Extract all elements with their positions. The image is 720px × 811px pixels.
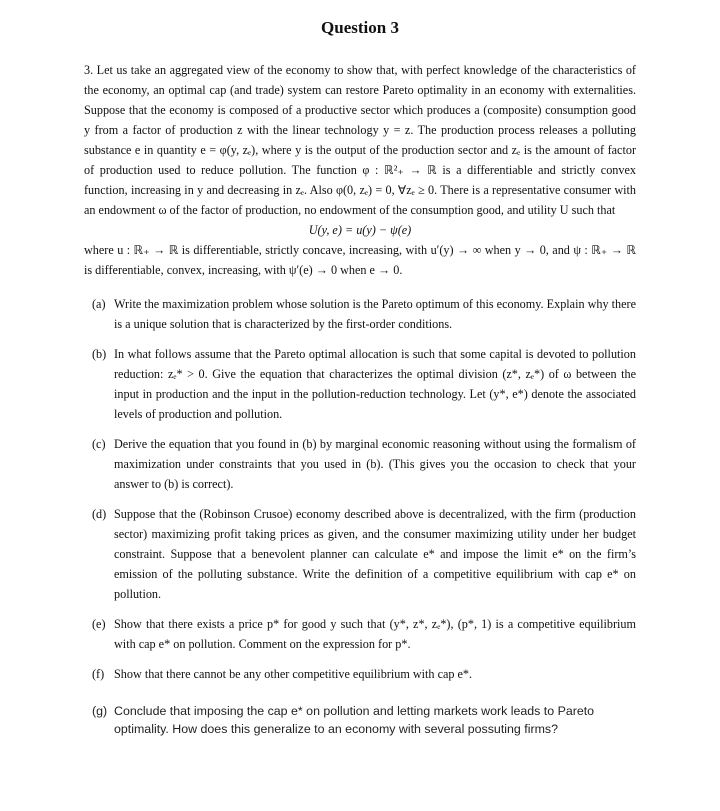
subquestion-label: (a): [92, 297, 106, 311]
subquestion-text: Show that there cannot be any other competitive equilibrium with cap e*.: [114, 667, 473, 681]
subquestion-label: (f): [92, 667, 105, 681]
subquestion-label: (c): [92, 437, 106, 451]
subquestion-text: Conclude that imposing the cap e* on pollution and letting markets work leads to Pareto optimality. How does this generalize to an economy with several possuting firms?: [114, 704, 595, 736]
subquestion-e: [84, 614, 636, 654]
intro-paragraph: 3. Let us take an aggregated view of the economy to show that, with perfect knowledge of the characteristics of the economy, an optimal cap (and trade) system can restore Pareto optimality in an economy with externalities. Suppose that the economy is composed of a productive sector which produces a (composite) consumption good y from a factor of production z with the linear technology y = z. The production process releases a polluting substance e in quantity e = φ(y, zₑ), where y is the output of the production sector and zₑ is the amount of factor of production used to reduce pollution. The function φ : ℝ²₊ → ℝ is a differentiable and strictly convex function, increasing in y and decreasing in zₑ. Also φ(0, zₑ) = 0, ∀zₑ ≥ 0. There is a representative consumer with an endowment ω of the factor of production, no endowment of the consumption good, and utility U such that: [84, 63, 636, 217]
subquestion-f: [84, 664, 636, 684]
question-title: Question 3: [321, 18, 399, 37]
subquestion-text: Write the maximization problem whose solution is the Pareto optimum of this economy. Explain why there is a unique solution that is characterized by the first-order conditions.: [114, 297, 637, 331]
utility-equation: U(y, e) = u(y) − ψ(e): [308, 223, 412, 237]
subquestion-label: (d): [92, 507, 107, 521]
subquestion-b: [84, 344, 636, 424]
subquestion-text: Suppose that the (Robinson Crusoe) economy described above is decentralized, with the firm (production sector) maximizing profit taking prices as given, and the consumer maximizing utility under her budget constraint. Suppose that a benevolent planner can calculate e* and impose the limit e* on the firm’s emission of the polluting substance. Write the definition of a competitive equilibrium with cap e* on pollution.: [114, 507, 636, 601]
subquestion-list: [84, 294, 636, 738]
subquestion-label: (e): [92, 617, 106, 631]
subquestion-c: [84, 434, 636, 494]
subquestion-d: [84, 504, 636, 604]
question-body: [84, 60, 636, 748]
subquestion-text: Show that there exists a price p* for good y such that (y*, z*, zₑ*), (p*, 1) is a competitive equilibrium with cap e* on pollution. Comment on the expression for p*.: [114, 617, 636, 651]
subquestion-text: Derive the equation that you found in (b) by marginal economic reasoning without using the formalism of maximization under constraints that you used in (b). (This gives you the occasion to check that your answer to (b) is correct).: [114, 437, 636, 491]
subquestion-label: (g): [92, 704, 108, 718]
subquestion-label: (b): [92, 347, 107, 361]
assumptions-paragraph: where u : ℝ₊ → ℝ is differentiable, strictly concave, increasing, with u′(y) → ∞ when y → 0, and ψ : ℝ₊ → ℝ is differentiable, convex, increasing, with ψ′(e) → 0 when e → 0.: [84, 243, 636, 277]
subquestion-g: [84, 702, 636, 738]
subquestion-a: [84, 294, 636, 334]
subquestion-text: In what follows assume that the Pareto optimal allocation is such that some capital is devoted to pollution reduction: zₑ* > 0. Give the equation that characterizes the optimal division (z*, zₑ*) of ω between the input in production and the input in the pollution-reduction technology. Let (y*, e*) denote the associated levels of production and pollution.: [114, 347, 636, 421]
